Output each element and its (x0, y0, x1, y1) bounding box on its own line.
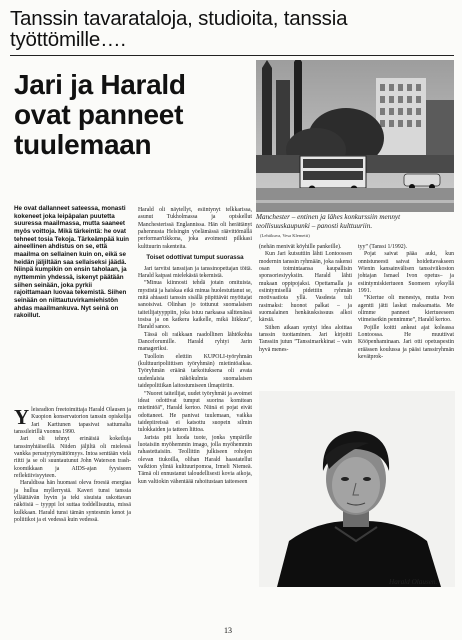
manchester-photo-caption: Manchester – entinen ja lähes konkurssiin mennyt teollisuuskaupunki – panosti kulttuuriin. (256, 213, 401, 230)
column-2 (138, 207, 252, 486)
manchester-photo (256, 60, 454, 212)
article-headline: Jari ja Harald ovat panneet tuulemaan (14, 69, 186, 160)
body-paragraph: Pojille koitti ankeat ajat koleassa Lontoossa. He muuttivat Kööpenhaminaan. Jari otti opetuspestin eräässen koulussa ja pääsi tanssiryhmän kevätprok- (358, 324, 454, 361)
kicker-headline: Tanssin tavarataloja, studioita, tanssia työttömille…. (10, 7, 348, 51)
body-paragraph: Siihen aikaan syntyi idea aloittaa tanssin tuottaminen. Jari kirjoitti Tanssiin jutun ”Tanssimarkkinat – vain hyvä menes- (259, 324, 352, 353)
divider (10, 55, 454, 56)
body-paragraph: ”Minua kiinnosti tehdä jotain omituista, mystistä ja haiskaa eikä minua huolestuttanut se, mitä ahtaasti tanssin sisällä piipittävät myöttajat sanoisivat. Olinhan jo tottunut suomalaisen taiteilijatyyppiin, joka istuu narkaasa sälttenässä tosisa ja on katkera kaikelle, mikä liikkuu”, Harald sanoo. (138, 280, 252, 331)
body-paragraph: Jarista piti luoda tuote, jonka ympärille luotaisiin myöhemmin imago, jolla myöhemmin rahastettaisiin. Teollittin julkiseen rohojen olevan tiukoilla, olihan Harald haastatellut vaiktion ylintä kulttuuripomoa, Irmeli Niemeä. Tämä oli ennustanut taloudellisesti kovia aikoja, kun valtiokin vähentäää rahoitustaan taiteeseen (138, 434, 252, 485)
page-number: 13 (224, 626, 232, 635)
body-paragraph: Jari oli tehnyt erinäisiä kokeiluja tanssinyhtäiseillä. Niiden jäljiltä oli mielessä vankka perustyytymättömyys. Intoa senttään vielä riitti ja se oli suuntautunut John Waterson trash-koomikkaan ja AIDS-ajan fyysiseen reflektiivisyyteen. (14, 436, 131, 480)
column-3 (259, 244, 352, 354)
column-4 (358, 244, 454, 362)
body-paragraph: Jari tarvitsi tanssijan ja tanssinopettajan töitä. Harald kaipasi mielekästä tekemistä. (138, 265, 252, 279)
body-paragraph: ”Kiertue oli menestys, mutta Ivon agentti jätti laskut maksamatta. Me olimme panneet kiertueeseen viimeisetkin pennimme”, Harald kertoo. (358, 295, 454, 324)
photo-credit: (Lehtikuva, Vesa Klemetti) (260, 233, 310, 238)
body-paragraph: Haraldissa hän huomasi oleva froesiä energiaa ja hullua myllerrystä. Kaveri tunsi tanssia ylläättävän hyvin ja teki sisuista uskottavan näköisiä – tyyppi loi suttaa toddellisuutta, missä kulkkaan. Harald tunsi tämän syntesmin kenot ja poliitikot ja ei vedessä kuin vedessä. (14, 480, 131, 524)
portrait-photo (259, 391, 455, 587)
lead-paragraph: He ovat dallanneet sateessa, monasti kokeneet joka leipäpalan puutetta suuressa maailmassa, mutta saaneet myös voittoja. Mikä tärkeintä: he ovat tehneet tosia Tekoja. Tärkeämpää kuin aineellinen ahdistus on se, että maailma on sellainen kuin on, eikä se heidän jäljiltään saa sellaiseksi jäädä. Niinpä kumpikin on ensin taholaan, ja nyttemmin yhdessä, iskenyt päätään siihen seinään, joka pyrkii rajoittamaan luovaa tekemistä. Siihen seinään on niittautuvirkamiehistön ahdas maailmankuva. Nyt seinä on rakoillut. (14, 205, 130, 320)
body-paragraph: (nehän menivät köyhille pankeille). (259, 244, 342, 250)
street-scene-image (256, 60, 454, 212)
body-paragraph: Kun Jari kutsuttiin lähti Lontoossen modernin tanssin ryhmään, joka rakensi osan toimintaansa kaupallisin sponsoriesiyyksiin. Harald lähti mukaan oppipojaksi. Opettamalla ja esiintymisellä pidettiin ryhmän motivaatiota yllä. Vasdesta tuli rasimaksi: huonot palkat – ja suomalainen henkäusksissuus alkoi kärsiä. (259, 251, 352, 324)
portrait-caption: Harald Olausen. (389, 578, 438, 586)
drop-cap: Y (14, 405, 30, 429)
body-paragraph: ”Nuoret taiteilijat, uudet työryhmät ja avoimet ideat odottivat tumput suorina komitean mietintöä”, Harald kertoo. Niinä ei pojat eivät odottaneet. He panivat tuulemaan, vaikka taidepiireissä ei katsottu suopein silmin tulokkaiden ja tatteen liittoa. (138, 390, 252, 434)
subheading: Toiset odottivat tumput suorassa (146, 254, 244, 262)
body-paragraph: Harald oli näytellyt, esiintynyt telkkarissa, asunut Tukholmassa ja opiskellut Manchesterissä Englannissa. Hän oli herättänyt pahennusta Helsingin yöelämässä räävittömällä performan'tikkona, joka avoimesti pilkkasi kulttuurin rakenteita. (138, 207, 252, 250)
body-paragraph: Tässä oli raikkaan raadollinen lähtökohta Danceforumille. Harald ryhtyi Jarin manageriksi. (138, 331, 252, 353)
harald-portrait-image (259, 391, 455, 587)
body-paragraph: tyy” (Tanssi 1/1992). (358, 244, 408, 250)
body-paragraph: leisradion freetoimittaja Harald Olausen ja Kuopion konservatorion tanssin opiskelija Jari Karttunen tapasivat sattumalta tanssileirillä vuonna 1990. (14, 407, 131, 436)
column-1 (14, 407, 131, 525)
body-paragraph: Pojat saivat pääa auki, kun onnistuneesti saivat hoidettavakseen Wienin kansainvälisen tanssiviikoston johtajan Ismael Ivon opetus– ja esiintymiskiertueen Suomeen syksyllä 1991. (358, 251, 454, 295)
body-paragraph: Tuolloin elettiin KUPOLI-työryhmän (kulttuuripoliittisen työryhmän) mietintöaikaa. Työryhmän eräänä tarkoituksena oli avata uudenlaisia näkökulmia suomalaisen taidepolitiikan laitostumiseen ilmapiiriin. (138, 353, 252, 390)
